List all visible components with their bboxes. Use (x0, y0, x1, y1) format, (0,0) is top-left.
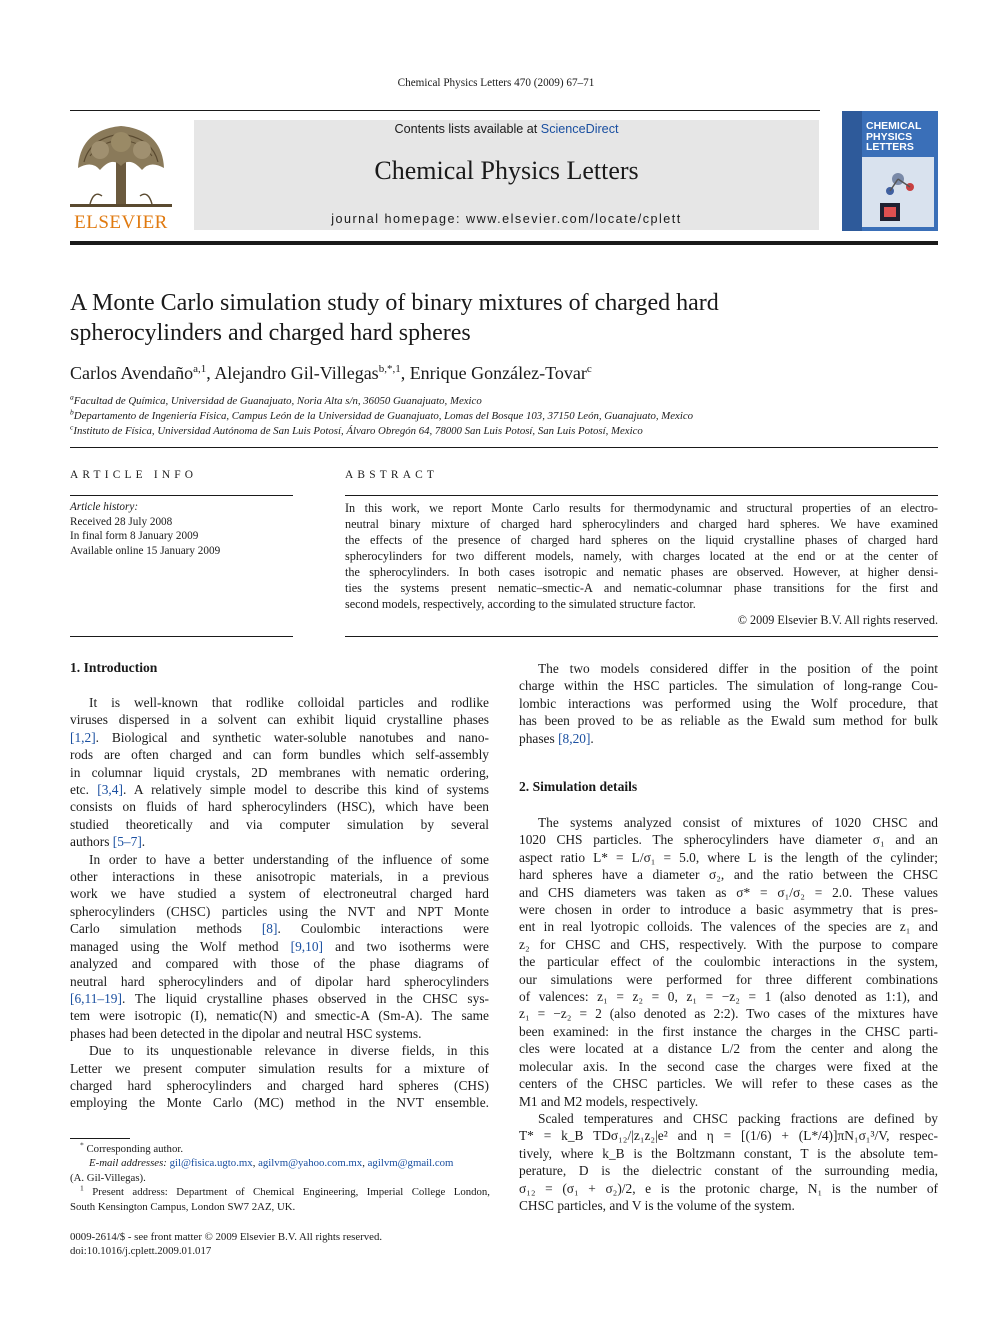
body-line: z₁ = −z₂ = 2 (also denoted as 2:2). Two cases of the mixtures have (519, 1006, 938, 1022)
article-history-label: Article history: (70, 501, 139, 513)
intro-line: charged hard spherocylinders and charged hard spheres (CHS) (70, 1077, 489, 1093)
footnote-emails (70, 1156, 490, 1170)
article-title (70, 288, 930, 348)
header-top-rule (70, 110, 820, 111)
affiliation-item (70, 394, 940, 409)
introduction-body (70, 694, 489, 1112)
affiliation-mark: a (70, 392, 74, 402)
cover-title (866, 121, 921, 153)
abstract-line: ties the systems present nematic–smectic-A and nematic-columnar phase transitions for the first and (345, 581, 938, 595)
intro-text: . (141, 834, 146, 850)
footnote-mark: * (80, 1140, 84, 1150)
abstract-rule (345, 495, 938, 496)
journal-cover-image (842, 111, 938, 231)
abstract-line: the effects of the presence of charged hard spheres on the liquid crystalline phases of charged hard (345, 533, 938, 547)
body-line: and CHS diameters was taken as σ* = σ₁/σ₂ = 2.0. These values (519, 884, 938, 900)
body-line: of valences: z₁ = z₂ = 0, z₁ = −z₂ = 1 (also denoted as 1:1), and (519, 989, 938, 1005)
intro-text: managed using the Wolf method (70, 938, 291, 954)
abstract-line: neutral binary mixture of charged hard spherocylinders and charged hard spheres. We have examined (345, 517, 938, 531)
article-title-line1: A Monte Carlo simulation study of binary mixtures of charged hard (70, 290, 719, 316)
intro-line (70, 833, 489, 850)
affiliation-mark: c (70, 422, 74, 432)
body-line: has been proved to be as reliable as the Ewald sum method for bulk (519, 713, 938, 729)
email-link[interactable]: gil@fisica.ugto.mx (169, 1157, 253, 1170)
footnote-text: Present address: Department of Chemical Engineering, Imperial College London, (92, 1186, 491, 1199)
abstract-line: the spherocylinders. In both cases isotropic and nematic phases are observed. However, at higher densi- (345, 565, 938, 579)
citation-link[interactable]: [6,11–19] (70, 990, 122, 1006)
article-title-line2: spherocylinders and charged hard spheres (70, 320, 471, 346)
intro-line: consists on fluids of hard spherocylinders (HSC), which have been (70, 799, 489, 815)
issn-line: 0009-2614/$ - see front matter © 2009 Elsevier B.V. All rights reserved. (70, 1231, 383, 1243)
author-name[interactable]: Enrique González-Tovar (409, 363, 587, 383)
author-separator: , (400, 363, 410, 383)
abstract-heading: ABSTRACT (345, 469, 439, 481)
author-name[interactable]: Carlos Avendaño (70, 363, 194, 383)
body-line: M1 and M2 models, respectively. (519, 1093, 699, 1109)
intro-line: work we have studied a system of electroneutral charged hard (70, 886, 489, 902)
contents-available (194, 122, 819, 136)
body-line: hard spheres have a diameter σ₂, and the ratio between the CHSC (519, 867, 938, 883)
intro-text: . The liquid crystalline phases observed in the CHSC sys- (121, 990, 489, 1006)
intro-line: employing the Monte Carlo (MC) method in the NVT ensemble. (70, 1095, 489, 1111)
email-separator: , (362, 1157, 368, 1170)
intro-line: studied theoretically and via computer simulation by several (70, 816, 489, 832)
intro-text: etc. (70, 782, 98, 798)
history-received: Received 28 July 2008 (70, 515, 173, 528)
cover-spine (842, 111, 862, 231)
email-owner: (A. Gil-Villegas). (70, 1171, 146, 1184)
header-thick-rule (70, 241, 938, 245)
author-affiliation-mark: c (586, 363, 592, 375)
body-line: our simulations were performed for three different combinations (519, 971, 938, 987)
sciencedirect-link[interactable]: ScienceDirect (540, 122, 619, 136)
doi-line[interactable]: doi:10.1016/j.cplett.2009.01.017 (70, 1245, 212, 1258)
citation-link[interactable]: [9,10] (290, 938, 324, 954)
intro-line (70, 938, 489, 955)
intro-text: . A relatively simple model to describe this kind of systems (122, 782, 489, 798)
footnotes (70, 1142, 490, 1214)
intro-line: phases had been detected in the dipolar and neutral HSC systems. (70, 1025, 422, 1041)
email-separator: , (252, 1157, 259, 1170)
body-line: tively, where k_B is the Boltzmann constant, T is the absolute tem- (519, 1145, 938, 1161)
email-label: E-mail addresses: (89, 1157, 170, 1170)
body-line: ent in real lyotropic colloids. The valences of the species are z₁ and (519, 919, 938, 935)
footnote-rule (70, 1138, 130, 1139)
elsevier-tree-icon (70, 120, 172, 212)
intro-line: in columnar liquid crystals, 2D membranes with nematic ordering, (70, 764, 489, 780)
email-link[interactable]: agilvm@yahoo.com.mx (258, 1157, 363, 1170)
body-line: the particular effect of the coulombic interactions in the system, (519, 954, 938, 970)
section-heading-introduction: 1. Introduction (70, 660, 158, 675)
citation-link[interactable]: [5–7] (112, 834, 142, 850)
body-line: T* = k_B TDσ₁₂/|z₁z₂|e² and η = [(1/6) + (L*/4)]πN₁σ₁³/V, respec- (519, 1128, 938, 1144)
article-identifiers (70, 1230, 382, 1259)
body-text: . (590, 730, 594, 746)
abstract-line: In this work, we report Monte Carlo results for thermodynamic and structural properties of an electro- (345, 501, 938, 515)
author-separator: , (206, 363, 215, 383)
citation-link[interactable]: [3,4] (97, 782, 123, 798)
intro-line: Letter we present computer simulation results for a mixture of (70, 1060, 489, 1076)
affiliations-rule (70, 447, 938, 448)
intro-line: It is well-known that rodlike colloidal particles and rodlike (89, 695, 489, 710)
article-info-heading: ARTICLE INFO (70, 469, 198, 481)
section-heading-simulation-details: 2. Simulation details (519, 779, 638, 794)
intro-text: . Coulombic interactions were (277, 921, 489, 937)
body-line: been examined: in the first instance the charges in the CHSC parti- (519, 1023, 938, 1039)
body-line: perature, D is the dielectric constant of the surrounding media, (519, 1163, 938, 1179)
email-link[interactable]: agilvm@gmail.com (367, 1157, 454, 1170)
body-line: CHSC particles, and V is the volume of the system. (519, 1197, 795, 1213)
body-line: The two models considered differ in the position of the point (538, 661, 938, 676)
body-line: lombic interactions was performed using the Wolf procedure, that (519, 695, 938, 711)
body-line: 1020 CHS particles. The spherocylinders have diameter σ₁ and an (519, 832, 938, 848)
intro-text: . Biological and synthetic water-soluble nanotubes and nano- (95, 729, 489, 745)
simulation-details-body (519, 814, 938, 1214)
body-line: z₂ for CHSC and CHS, respectively. With the purpose to compare (519, 936, 938, 952)
body-line: molecular axis. In the second case the charges were fixed at the (519, 1058, 938, 1074)
history-final-form: In final form 8 January 2009 (70, 530, 199, 543)
intro-line: rods are often charged and can form bundles which self-assembly (70, 747, 489, 763)
intro-line: other interactions in these anisotropic materials, in a previous (70, 869, 489, 885)
author-name[interactable]: Alejandro Gil-Villegas (214, 363, 379, 383)
abstract-line: spherocylinders for two different models, namely, with charges located at the end or at the center of (345, 549, 938, 563)
cover-title-line1: CHEMICAL (866, 120, 922, 132)
affiliation-text: Departamento de Ingeniería Física, Campus León de la Universidad de Guanajuato, Lomas del Bosque 103, 37150 León, Guanajuato, Mexico (73, 410, 694, 423)
body-line: Scaled temperatures and CHSC packing fractions are defined by (538, 1110, 938, 1126)
affiliation-item (70, 409, 940, 424)
intro-text: Carlo simulation methods (70, 921, 262, 937)
footnote-mark: 1 (80, 1183, 84, 1193)
elsevier-logo (70, 120, 172, 232)
citation-link[interactable]: [8,20] (558, 730, 591, 746)
article-info-bottom-rule (70, 636, 293, 637)
elsevier-wordmark: ELSEVIER (74, 212, 168, 233)
affiliations (70, 394, 940, 440)
footnote-present-address (70, 1185, 490, 1199)
affiliation-item (70, 424, 940, 439)
cover-title-line2: PHYSICS (866, 130, 913, 143)
body-line: σ₁₂ = (σ₁ + σ₂)/2, e is the protonic charge, N₁ is the number of (519, 1180, 938, 1196)
body-line: aspect ratio L* = L/σ₁ = 5.0, where L is the length of the cylinder; (519, 849, 938, 865)
abstract-line: second models, respectively, according to the simulated structure factor. (345, 597, 696, 611)
intro-line: In order to have a better understanding of the influence of some (89, 851, 489, 867)
body-line: centers of the CHSC particles. We will refer to these cases as the (519, 1076, 938, 1092)
history-available-online: Available online 15 January 2009 (70, 544, 221, 557)
abstract-body (345, 500, 938, 628)
footnote-text: Corresponding author. (86, 1143, 184, 1155)
intro-line: Due to its unquestionable relevance in diverse fields, in this (89, 1043, 489, 1059)
journal-homepage-link[interactable]: journal homepage: www.elsevier.com/locate/cplett (331, 212, 682, 226)
body-text: phases (519, 730, 559, 746)
intro-line: tem were isotropic (I), nematic(N) and smectic-A (Sm-A). The same (70, 1008, 489, 1024)
body-line: were chosen in order to introduce a basic asymmetry that is pres- (519, 902, 938, 918)
citation-link[interactable]: [1,2] (70, 729, 96, 745)
intro-line: analyzed and compared with those of the phase diagrams of (70, 956, 489, 972)
intro-line (70, 729, 489, 746)
article-history (70, 500, 293, 558)
intro-line (70, 920, 489, 937)
body-line: charge within the HSC particles. The simulation of long-range Cou- (519, 678, 938, 694)
contents-prefix: Contents lists available at (394, 122, 541, 136)
body-line: cles were located at a distance L/2 from the center and along the (519, 1041, 938, 1057)
intro-line (70, 781, 489, 798)
body-line (519, 730, 938, 747)
abstract-copyright: © 2009 Elsevier B.V. All rights reserved. (737, 613, 938, 627)
intro-line (70, 990, 489, 1007)
affiliation-mark: b (70, 407, 74, 417)
intro-text: authors (70, 834, 113, 850)
intro-text: and two isotherms were (323, 938, 489, 954)
abstract-bottom-rule (345, 636, 938, 637)
author-list (70, 361, 930, 385)
journal-reference: Chemical Physics Letters 470 (2009) 67–71 (397, 77, 595, 89)
footnote-corresponding (70, 1142, 490, 1156)
affiliation-text: Instituto de Física, Universidad Autónoma de San Luis Potosí, Álvaro Obregón 64, 78000 San Luis Potosí, San Luis Potosí, Mexico (73, 425, 643, 438)
cover-title-line3: LETTERS (866, 141, 914, 153)
affiliation-text: Facultad de Química, Universidad de Guanajuato, Noria Alta s/n, 36050 Guanajuato, Mexico (73, 395, 482, 407)
footnote-text: South Kensington Campus, London SW7 2AZ, UK. (70, 1200, 296, 1213)
author-affiliation-mark: a,1 (193, 363, 207, 375)
journal-title: Chemical Physics Letters (374, 156, 639, 185)
journal-banner (194, 120, 819, 230)
author-affiliation-mark: b,*,1 (378, 363, 401, 375)
intro-line: neutral hard spherocylinders and of dipolar hard spherocylinders (70, 973, 489, 989)
citation-link[interactable]: [8] (261, 921, 278, 937)
article-info-rule (70, 495, 293, 496)
right-column-top-paragraph (519, 660, 938, 747)
body-line: The systems analyzed consist of mixtures of 1020 CHSC and (538, 815, 938, 830)
intro-line: spherocylinders (CHSC) particles using the NVT and NPT Monte (70, 903, 489, 919)
intro-line: viruses dispersed in a solvent can exhibit liquid crystalline phases (70, 712, 489, 728)
